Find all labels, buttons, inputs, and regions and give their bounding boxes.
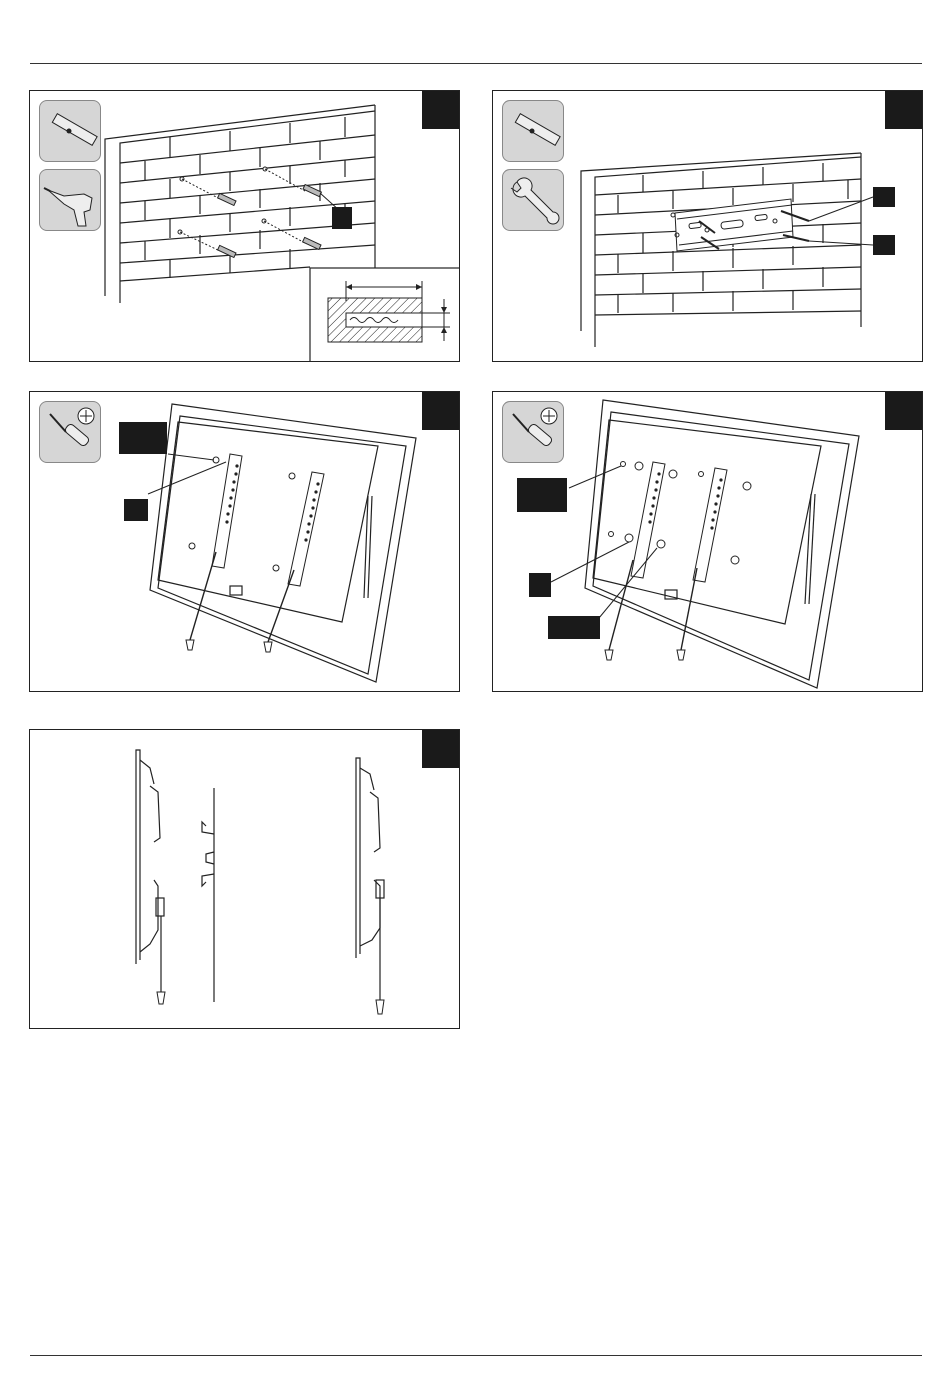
tv-side-view-illustration [30, 730, 460, 1029]
footer-rule [30, 1355, 922, 1356]
step-number-box [885, 392, 923, 430]
level-icon [39, 100, 101, 162]
screwdriver-icon [39, 401, 101, 463]
step-number-box [422, 91, 460, 129]
step-number-box [885, 91, 923, 129]
panel-3-tv-brackets [29, 391, 460, 692]
screw-callout-lower [873, 235, 895, 255]
panel-1-wall-drilling [29, 90, 460, 362]
level-icon [502, 100, 564, 162]
anchor-callout [332, 207, 352, 229]
drill-icon [39, 169, 101, 231]
screwdriver-icon [502, 401, 564, 463]
wrench-icon [502, 169, 564, 231]
screw-callout [517, 478, 567, 512]
panel-2-wall-plate-mounting [492, 90, 923, 362]
panel-4-tv-brackets-spacers [492, 391, 923, 692]
washer-callout [529, 573, 551, 597]
panel-5-hang-tv-side-view [29, 729, 460, 1029]
header-rule [30, 63, 922, 64]
step-number-box [422, 730, 460, 768]
screw-callout [119, 422, 167, 454]
spacer-callout [548, 616, 600, 639]
washer-callout [124, 499, 148, 521]
step-number-box [422, 392, 460, 430]
screw-callout-upper [873, 187, 895, 207]
